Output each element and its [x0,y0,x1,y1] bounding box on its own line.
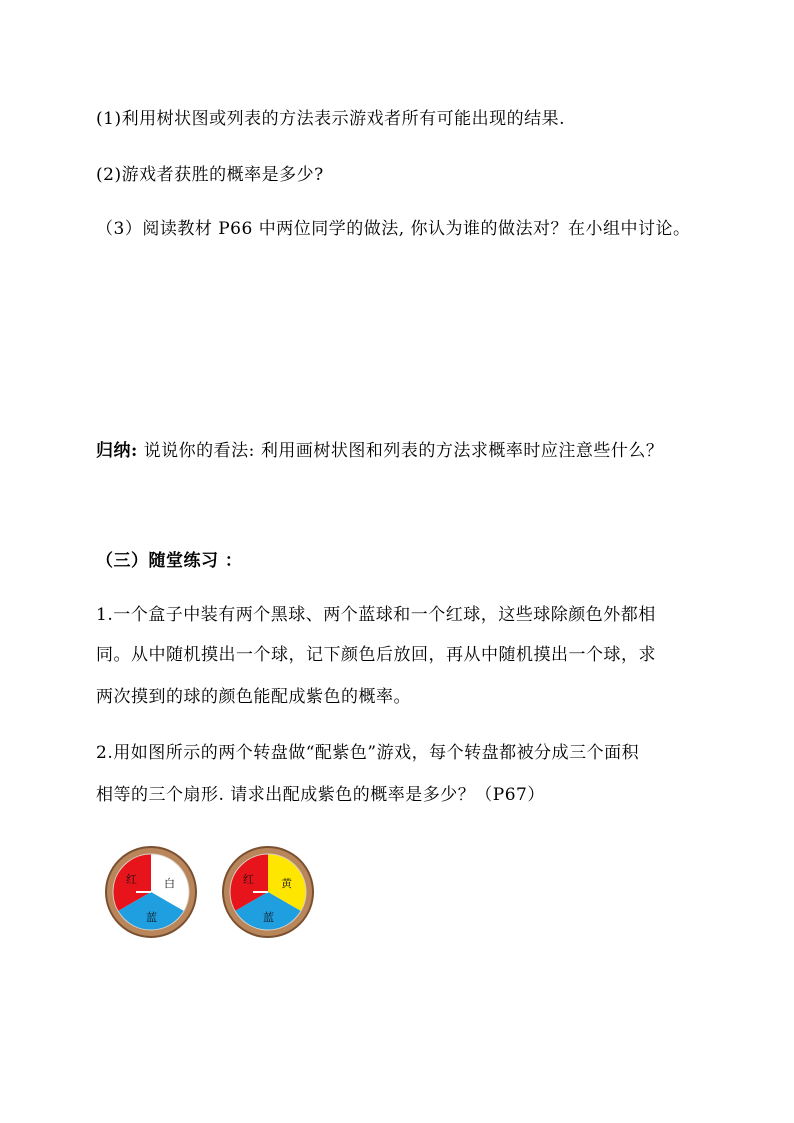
summary [96,436,663,461]
spinner-1-label-blue: 蓝 [146,911,157,924]
spinner-2 [221,845,315,939]
practice-2-line-2: 相等的三个扇形. 请求出配成紫色的概率是多少？（P67） [96,785,545,805]
spinner-2-graphic [221,845,315,939]
question-3: （3）阅读教材 P66 中两位同学的做法, 你认为谁的做法对？在小组中讨论。 [96,219,691,239]
summary-text: 说说你的看法: 利用画树状图和列表的方法求概率时应注意些什么？ [137,441,664,461]
practice-1-line-1: 1.一个盒子中装有两个黑球、两个蓝球和一个红球，这些球除颜色外都相 [96,605,656,625]
spinner-2-label-yellow: 黄 [281,877,292,890]
spinner-1 [104,845,198,939]
practice-2-line-1: 2.用如图所示的两个转盘做“配紫色”游戏，每个转盘都被分成三个面积 [96,743,640,763]
practice-1-line-2: 同。从中随机摸出一个球，记下颜色后放回，再从中随机摸出一个球，求 [96,645,656,665]
question-1: (1)利用树状图或列表的方法表示游戏者所有可能出现的结果. [96,109,565,129]
spinner-1-label-red: 红 [126,873,137,886]
spinner-2-label-blue: 蓝 [263,911,274,924]
practice-heading: （三）随堂练习 ： [96,551,243,571]
spinner-2-label-red: 红 [243,873,254,886]
summary-label: 归纳: [96,441,138,461]
question-2: (2)游戏者获胜的概率是多少? [96,165,324,185]
practice-1-line-3: 两次摸到的球的颜色能配成紫色的概率。 [96,687,411,707]
spinner-1-label-white: 白 [164,877,175,890]
spinner-1-graphic [104,845,198,939]
